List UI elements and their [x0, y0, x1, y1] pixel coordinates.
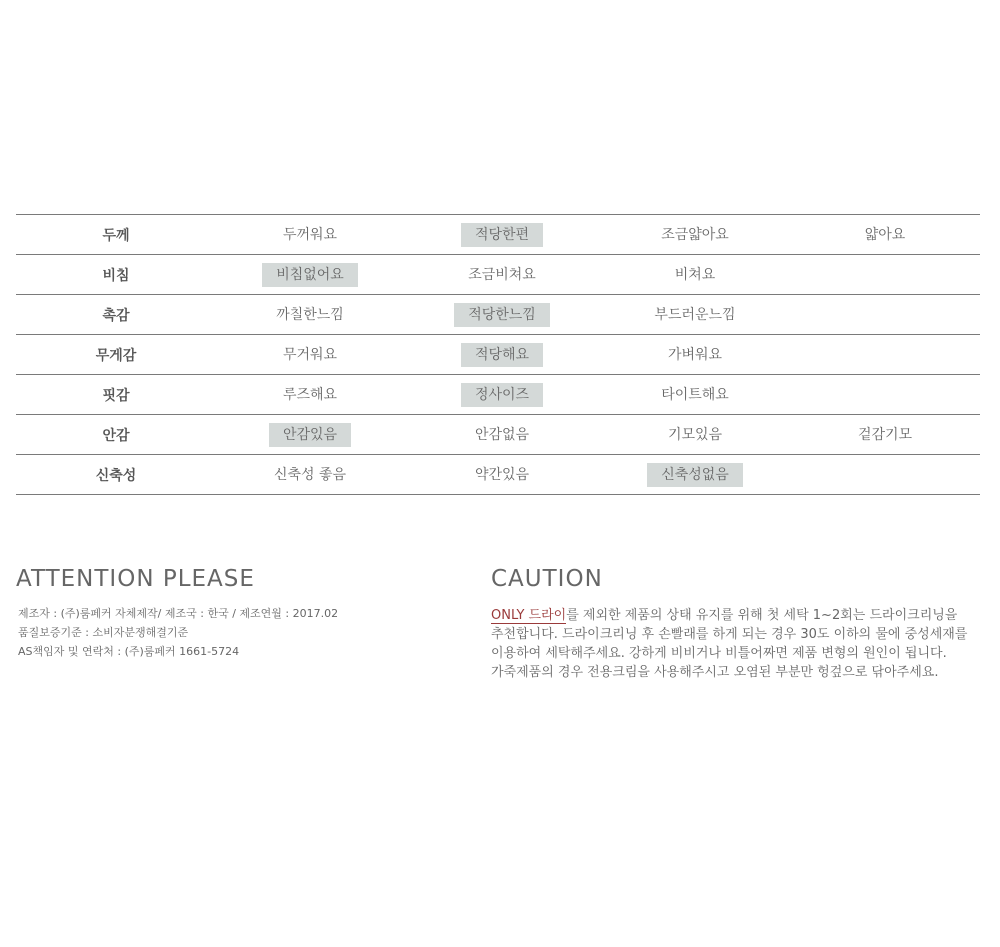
- spec-option: [871, 275, 899, 279]
- spec-option-cell: [404, 223, 600, 247]
- spec-option-selected: 정사이즈: [461, 383, 543, 407]
- spec-row-label: 핏감: [102, 387, 130, 404]
- spec-option: 무거워요: [282, 346, 338, 363]
- spec-option-cell: [600, 463, 790, 487]
- spec-option: [871, 475, 899, 479]
- spec-option-cell: [600, 383, 790, 407]
- spec-option-cell: [404, 383, 600, 407]
- spec-option-cell: [790, 267, 980, 283]
- spec-row: [16, 255, 980, 295]
- spec-option: 타이트해요: [661, 386, 729, 403]
- spec-row-label: 안감: [102, 427, 130, 444]
- attention-info: [18, 604, 338, 661]
- spec-row-label: 비침: [102, 267, 130, 284]
- caution-title: CAUTION: [491, 566, 603, 592]
- spec-option-cell: [790, 347, 980, 363]
- spec-option: 약간있음: [474, 466, 530, 483]
- spec-option-selected: 신축성없음: [647, 463, 743, 487]
- spec-option: 안감없음: [474, 426, 530, 443]
- spec-option-cell: [216, 343, 404, 367]
- spec-row-label: 무게감: [95, 347, 137, 364]
- spec-option: 비쳐요: [674, 266, 716, 283]
- spec-option: 두꺼워요: [282, 226, 338, 243]
- spec-option-cell: [216, 423, 404, 447]
- spec-option-cell: [600, 223, 790, 247]
- caution-line-4: 가죽제품의 경우 전용크림을 사용해주시고 오염된 부분만 헝겊으로 닦아주세요.: [491, 665, 939, 680]
- spec-option-cell: [600, 343, 790, 367]
- spec-row: [16, 335, 980, 375]
- spec-option: [871, 315, 899, 319]
- spec-option: 가벼워요: [667, 346, 723, 363]
- spec-option-cell: [404, 343, 600, 367]
- spec-row-label: 신축성: [95, 467, 137, 484]
- spec-option-cell: [216, 223, 404, 247]
- spec-option-cell: [790, 423, 980, 447]
- spec-row: [16, 375, 980, 415]
- spec-option-selected: 비침없어요: [262, 263, 358, 287]
- spec-option-cell: [404, 303, 600, 327]
- caution-line-3: 이용하여 세탁해주세요. 강하게 비비거나 비틀어짜면 제품 변형의 원인이 됩니다.: [491, 646, 947, 661]
- spec-option: [871, 395, 899, 399]
- spec-option-cell: [216, 303, 404, 327]
- only-dry-highlight: ONLY 드라이: [491, 608, 567, 623]
- spec-option-cell: [216, 263, 404, 287]
- spec-option: 기모있음: [667, 426, 723, 443]
- spec-option-selected: 적당해요: [461, 343, 543, 367]
- as-contact-info: AS책임자 및 연락처 : (주)룸페커 1661-5724: [18, 645, 240, 658]
- spec-option-cell: [790, 387, 980, 403]
- fabric-spec-table: [16, 214, 980, 495]
- spec-option: 겉감기모: [857, 426, 913, 443]
- spec-option: 신축성 좋음: [273, 466, 347, 483]
- spec-option: 루즈해요: [282, 386, 338, 403]
- spec-row: [16, 215, 980, 255]
- spec-option-cell: [790, 307, 980, 323]
- spec-option-selected: 적당한편: [461, 223, 543, 247]
- spec-option-cell: [600, 263, 790, 287]
- quality-standard-info: 품질보증기준 : 소비자분쟁해결기준: [18, 626, 189, 639]
- spec-option: 얇아요: [864, 226, 906, 243]
- spec-option-selected: 적당한느낌: [454, 303, 550, 327]
- attention-title: ATTENTION PLEASE: [16, 566, 255, 592]
- spec-row-label: 촉감: [102, 307, 130, 324]
- spec-option-cell: [790, 223, 980, 247]
- spec-option: [871, 355, 899, 359]
- caution-line-1: [491, 606, 961, 625]
- spec-option-cell: [404, 423, 600, 447]
- caution-line-1-rest: 를 제외한 제품의 상태 유지를 위해 첫 세탁 1~2회는 드라이크리닝을: [566, 608, 958, 623]
- spec-option-cell: [600, 423, 790, 447]
- spec-row: [16, 455, 980, 495]
- spec-option-cell: [790, 467, 980, 483]
- caution-text: [491, 606, 968, 682]
- caution-line-2: 추천합니다. 드라이크리닝 후 손빨래를 하게 되는 경우 30도 이하의 물에 중성세재를: [491, 627, 968, 642]
- manufacturer-info: 제조자 : (주)룸페커 자체제작/ 제조국 : 한국 / 제조연월 : 2017.02: [18, 607, 339, 620]
- spec-option: 부드러운느낌: [654, 306, 736, 323]
- spec-option-cell: [216, 383, 404, 407]
- spec-option-cell: [600, 303, 790, 327]
- spec-row: [16, 295, 980, 335]
- spec-option-selected: 안감있음: [269, 423, 351, 447]
- spec-row: [16, 415, 980, 455]
- spec-option-cell: [404, 263, 600, 287]
- spec-option-cell: [216, 463, 404, 487]
- spec-option: 조금비쳐요: [468, 266, 536, 283]
- spec-option: 까칠한느낌: [276, 306, 344, 323]
- spec-row-label: 두께: [102, 227, 130, 244]
- spec-option: 조금얇아요: [661, 226, 729, 243]
- spec-option-cell: [404, 463, 600, 487]
